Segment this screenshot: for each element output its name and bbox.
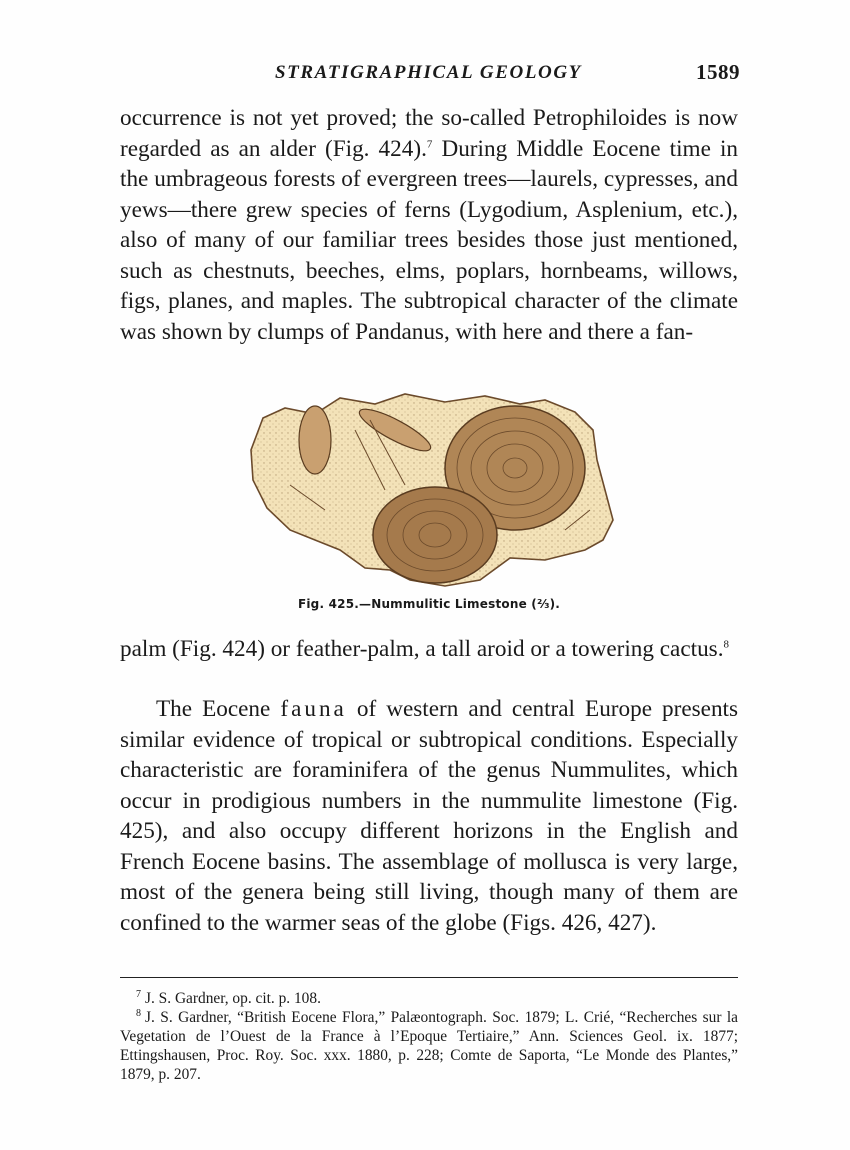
paragraph-2-text: palm (Fig. 424) or feather-palm, a tall aroid or a towering cactus. bbox=[120, 636, 724, 662]
footnotes bbox=[120, 989, 738, 1084]
running-head bbox=[120, 58, 740, 88]
nummulite-edge-left bbox=[299, 406, 331, 474]
footnote-mark: 8 bbox=[136, 1007, 141, 1019]
footnote-7 bbox=[120, 989, 738, 1008]
footnote-ref-8: 8 bbox=[723, 638, 729, 651]
footnote-mark: 7 bbox=[136, 988, 141, 1000]
paragraph-3 bbox=[120, 694, 738, 938]
footnote-8 bbox=[120, 1008, 738, 1084]
nummulitic-limestone-illustration bbox=[245, 390, 615, 590]
paragraph-1-text-a: occurrence is not yet proved; the so-called Petrophiloides is now regarded as an alder (Fig. 424). bbox=[120, 105, 738, 162]
paragraph-3-text-a: The Eocene bbox=[156, 696, 281, 722]
nummulite-lower bbox=[373, 487, 497, 583]
paragraph-3-spaced-word: fauna bbox=[280, 696, 347, 722]
page-number: 1589 bbox=[696, 60, 740, 84]
running-head-title: STRATIGRAPHICAL GEOLOGY bbox=[275, 62, 582, 83]
paragraph-1-text-b: During Middle Eocene time in the umbrageous forests of evergreen trees—laurels, cypresses, and yews—there grew species of ferns (Lygodium, Asplenium, etc.), also of many of our familiar trees besides those just mentioned, such as chestnuts, beeches, elms, poplars, hornbeams, willows, figs, planes, and maples. The subtropical character of the climate was shown by clumps of Pandanus, with here and there a fan- bbox=[120, 135, 738, 345]
footnote-divider bbox=[120, 977, 738, 978]
footnote-text: J. S. Gardner, op. cit. p. 108. bbox=[145, 990, 321, 1007]
footnote-ref-7: 7 bbox=[426, 137, 433, 150]
figure-caption: Fig. 425.—Nummulitic Limestone (⅔). bbox=[297, 597, 561, 611]
figure-nummulitic-limestone bbox=[245, 390, 615, 590]
footnote-text: J. S. Gardner, “British Eocene Flora,” Palæontograph. Soc. 1879; L. Crié, “Recherches sur la Vegetation de l’Ouest de la France à l’Epoque Tertiaire,” Ann. Sciences Geol. ix. 1877; Ettingshausen, Proc. Roy. Soc. xxx. 1880, p. 228; Comte de Saporta, “Le Monde des Plantes,” 1879, p. 207. bbox=[120, 1009, 738, 1083]
paragraph-1 bbox=[120, 103, 738, 347]
paragraph-3-text-b: of western and central Europe presents similar evidence of tropical or subtropical conditions. Especially characteristic are foraminifera of the genus Nummulites, which occur in prodigious numbers in the nummulite limestone (Fig. 425), and also occupy different horizons in the English and French Eocene basins. The assemblage of mollusca is very large, most of the genera being still living, though many of them are confined to the warmer seas of the globe (Figs. 426, 427). bbox=[120, 696, 739, 936]
paragraph-2 bbox=[120, 634, 738, 665]
